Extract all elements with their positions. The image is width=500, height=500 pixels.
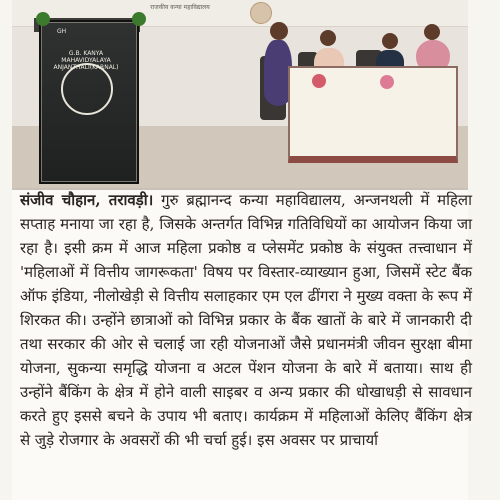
podium-flowers-left — [36, 12, 50, 26]
guest-two-head — [382, 33, 398, 49]
article-text: गुरु ब्रह्मानन्द कन्या महाविद्यालय, अन्जनथली में महिला सप्ताह मनाया जा रहा है, जिसके अन्तर्गत विभिन्न गतिविधियों का आयोजन किया जा रहा है। इसी क्रम में आज महिला प्रकोष्ठ व प्लेसमेंट प्रकोष्ठ के संयुक्त तत्त्वाधान में 'महिलाओं में वित्तीय जागरूकता' विषय पर विस्तार-व्याख्यान हुआ, जिसमें स्टेट बैंक ऑफ इंडिया, नीलोखेड़ी से वित्तीय सलाहकार एम एल ढींगरा ने मुख्य वक्ता के रूप में शिरकत की। उन्होंने छात्राओं को विभिन्न प्रकार के बैंक खातों के बारे में जानकारी दी तथा सरकार की ओर से चलाई जा रही योजनाओं जैसे प्रधानमंत्री जीवन सुरक्षा बीमा योजना, सुकन्या समृद्धि योजना व अटल पेंशन योजना के बारे में बताया। साथ ही उन्होंने बैंकिंग के क्षेत्र में होने वाली साइबर व अन्य प्रकार की धोखाधड़ी से सावधान करते हुए इससे बचने के उपाय भी बताए। कार्यक्रम में महिलाओं केलिए बैंकिंग क्षेत्र से जुड़े रोजगार के अवसरों की भी चर्चा हुई। इस अवसर पर प्राचार्या — [20, 191, 472, 449]
table-flowers-b — [380, 75, 394, 89]
podium-flowers-right — [132, 12, 146, 26]
banner-text: राजकीय कन्या महाविद्यालय — [150, 4, 210, 11]
table-flowers-a — [312, 74, 326, 88]
guest-three-head — [424, 24, 440, 40]
banner-logo — [250, 2, 272, 24]
podium-mark: GH — [57, 28, 67, 35]
event-photo — [12, 0, 468, 190]
article-body — [20, 188, 472, 452]
news-clipping — [12, 0, 472, 500]
article-byline: संजीव चौहान, तरावड़ी। — [20, 191, 154, 209]
podium-label: G.B. KANYA MAHAVIDYALAYA ANJANTHALI(KARNAL) — [53, 50, 119, 71]
speaker-head — [270, 22, 288, 40]
guest-one-head — [320, 30, 336, 46]
